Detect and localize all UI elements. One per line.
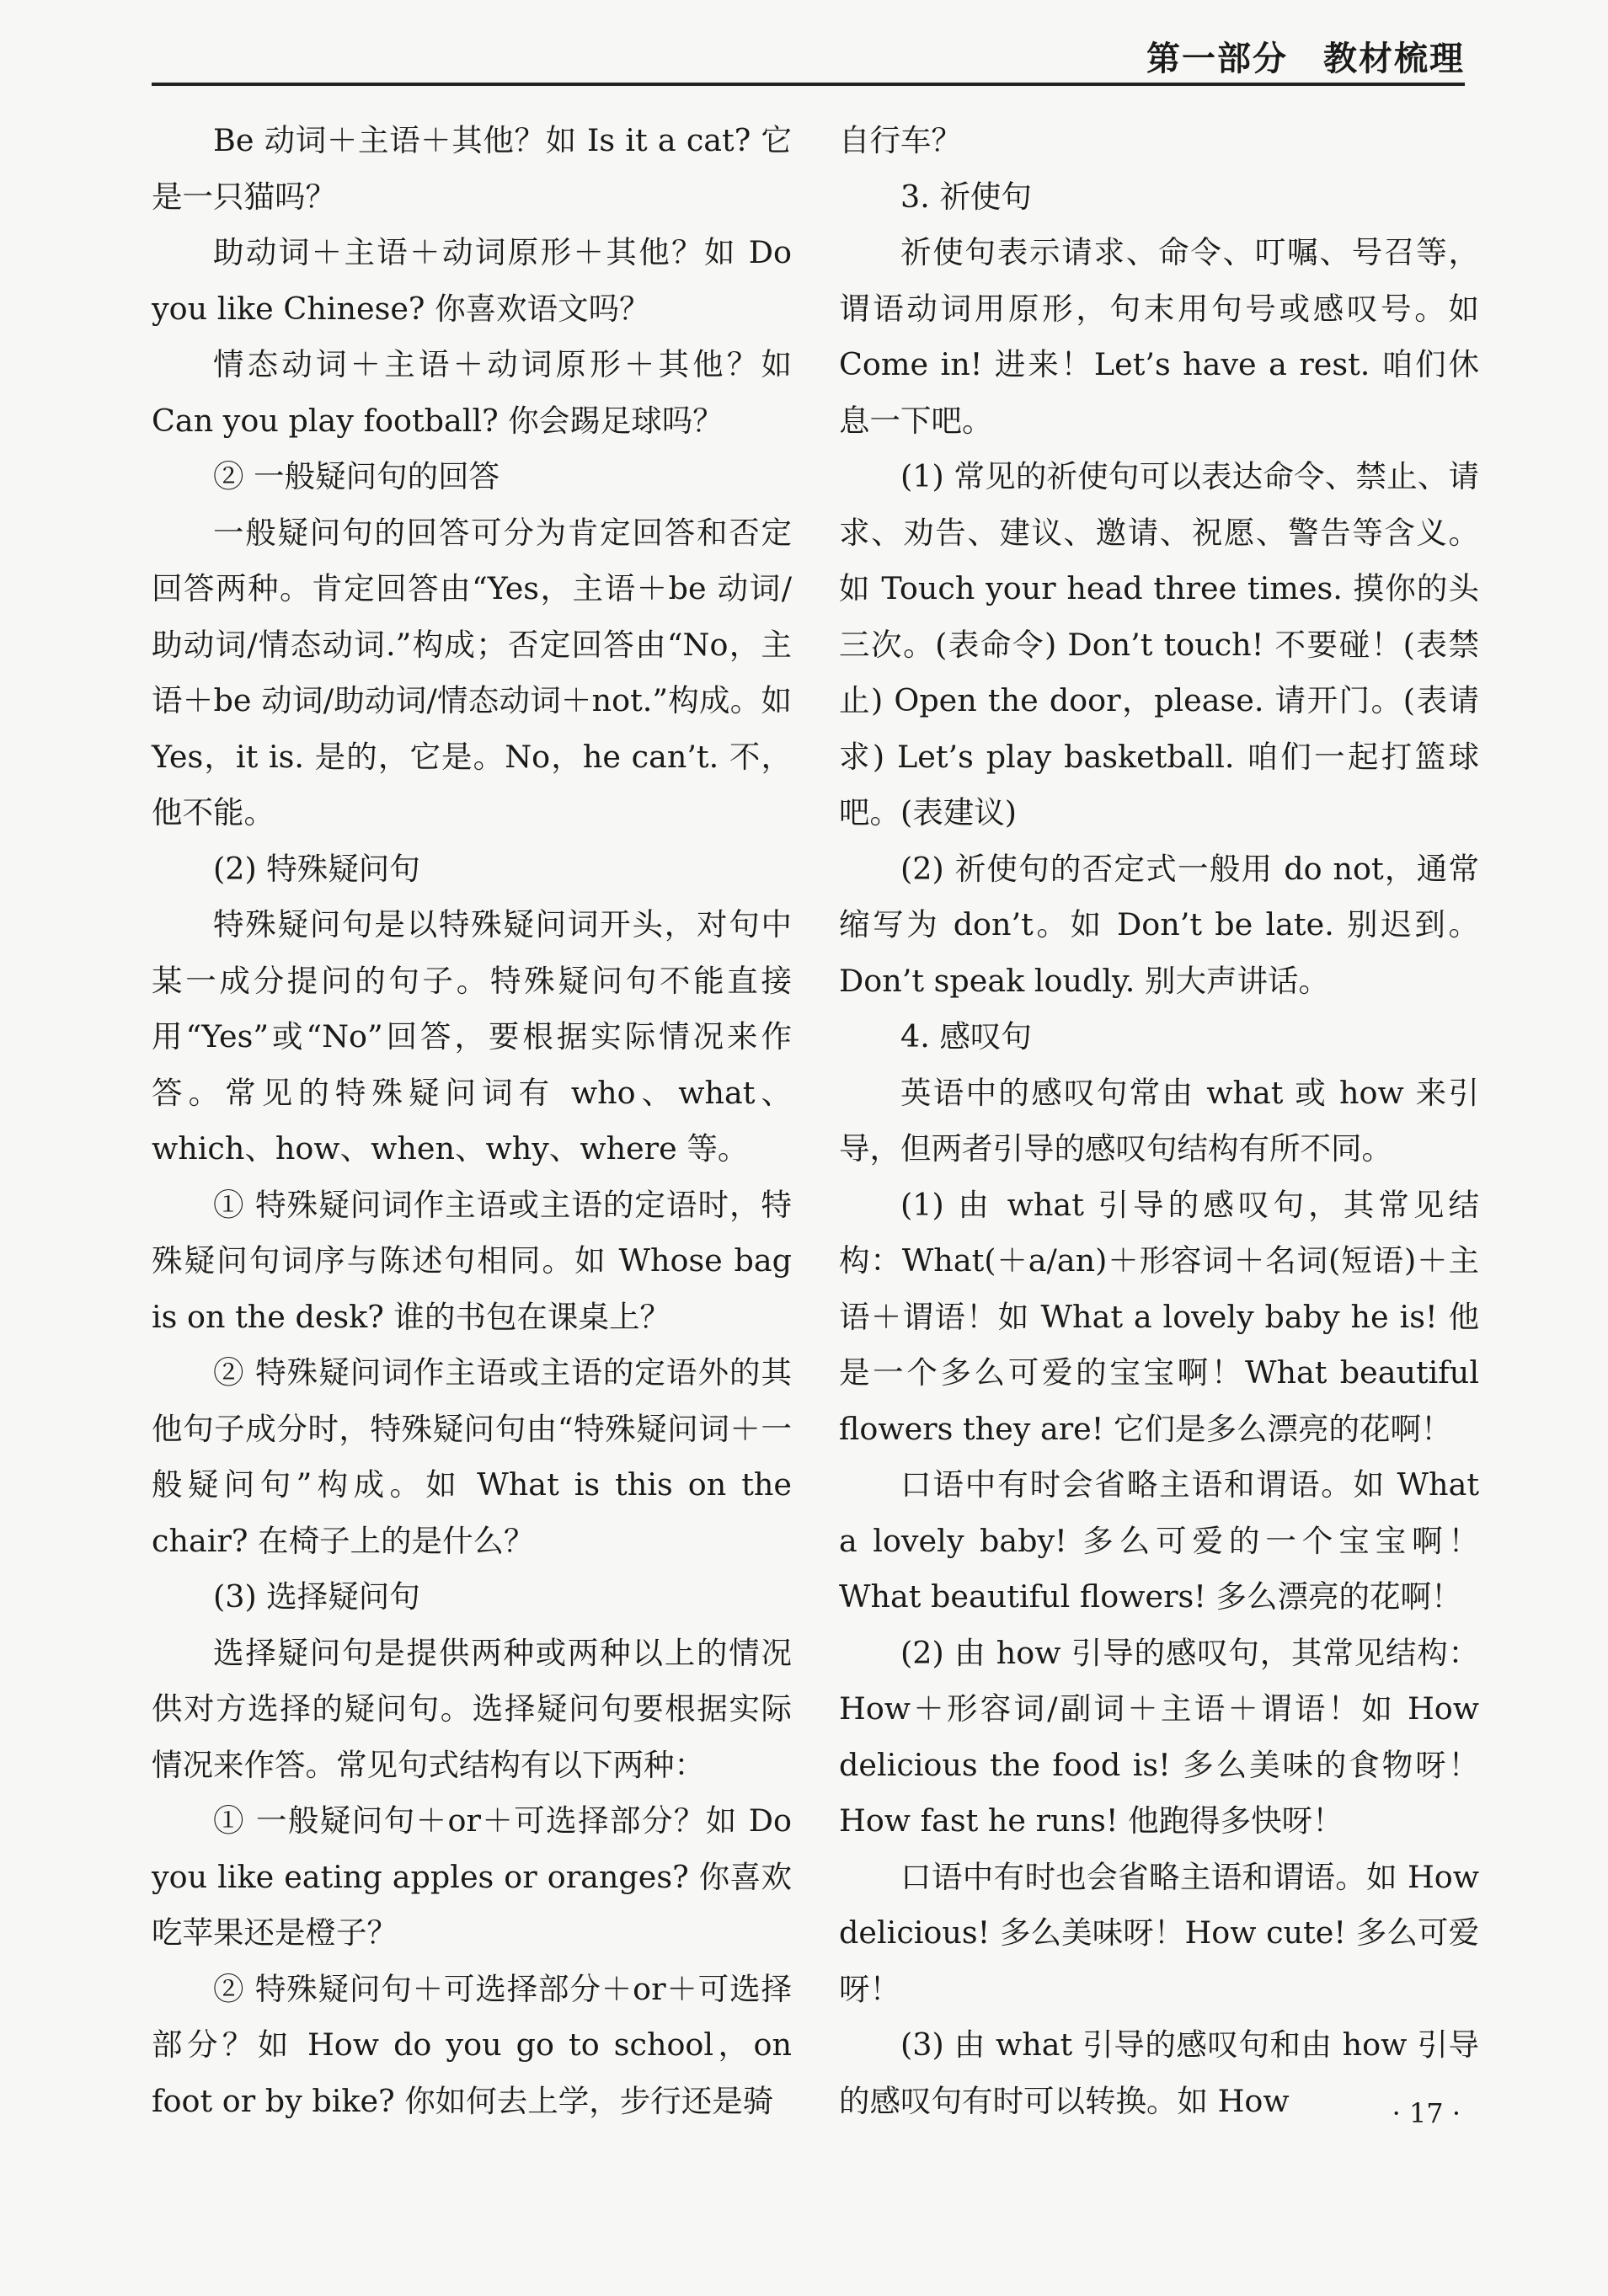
paragraph: (1) 由 what 引导的感叹句，其常见结构：What(＋a/an)＋形容词＋名词(短语)＋主语＋谓语！如 What a lovely baby he is! 他是一个多么可爱的宝宝啊！What beautiful flowers they are! 它们是多么漂亮的花啊！ bbox=[839, 1186, 1479, 1447]
paragraph: (2) 特殊疑问句 bbox=[213, 850, 420, 887]
paragraph: 一般疑问句的回答可分为肯定回答和否定回答两种。肯定回答由“Yes，主语＋be 动词/助动词/情态动词.”构成；否定回答由“No，主语＋be 动词/助动词/情态动词＋not.”构成。如 Yes，it is. 是的，它是。No，he can’t. 不，他不能。 bbox=[152, 514, 792, 830]
paragraph: 助动词＋主语＋动词原形＋其他？如 Do you like Chinese? 你喜欢语文吗？ bbox=[152, 234, 792, 327]
paragraph: ① 特殊疑问词作主语或主语的定语时，特殊疑问句词序与陈述句相同。如 Whose bag is on the desk? 谁的书包在课桌上？ bbox=[152, 1186, 792, 1335]
paragraph: ② 特殊疑问句＋可选择部分＋or＋可选择部分？如 How do you go to school，on foot or by bike? 你如何去上学，步行还是骑 bbox=[152, 1970, 792, 2119]
paragraph: (2) 由 how 引导的感叹句，其常见结构：How＋形容词/副词＋主语＋谓语！如 How delicious the food is! 多么美味的食物呀！How fast he runs! 他跑得多快呀！ bbox=[839, 1634, 1479, 1839]
paragraph: ① 一般疑问句＋or＋可选择部分？如 Do you like eating apples or oranges? 你喜欢吃苹果还是橙子？ bbox=[152, 1802, 792, 1951]
paragraph: (2) 祈使句的否定式一般用 do not，通常缩写为 don’t。如 Don’t be late. 别迟到。Don’t speak loudly. 别大声讲话。 bbox=[839, 850, 1479, 999]
paragraph: 特殊疑问句是以特殊疑问词开头，对句中某一成分提问的句子。特殊疑问句不能直接用“Yes”或“No”回答，要根据实际情况来作答。常见的特殊疑问词有 who、what、which、how、when、why、where 等。 bbox=[152, 906, 792, 1167]
paragraph: ② 特殊疑问词作主语或主语的定语外的其他句子成分时，特殊疑问句由“特殊疑问词＋一般疑问句”构成。如 What is this on the chair? 在椅子上的是什么？ bbox=[152, 1354, 792, 1559]
paragraph: Be 动词＋主语＋其他？如 Is it a cat? 它是一只猫吗？ bbox=[152, 122, 792, 215]
paragraph: 情态动词＋主语＋动词原形＋其他？如 Can you play football? 你会踢足球吗？ bbox=[152, 346, 792, 439]
paragraph: (1) 常见的祈使句可以表达命令、禁止、请求、劝告、建议、邀请、祝愿、警告等含义。如 Touch your head three times. 摸你的头三次。(表命令) Don’t touch! 不要碰！(表禁止) Open the door，please. 请开门。(表请求) Let’s play basketball. 咱们一起打篮球吧。(表建议) bbox=[839, 458, 1479, 830]
paragraph: 3. 祈使句 bbox=[900, 178, 1032, 215]
paragraph: 选择疑问句是提供两种或两种以上的情况供对方选择的疑问句。选择疑问句要根据实际情况来作答。常见句式结构有以下两种： bbox=[152, 1634, 792, 1783]
paragraph: 4. 感叹句 bbox=[900, 1018, 1032, 1055]
paragraph: 祈使句表示请求、命令、叮嘱、号召等，谓语动词用原形，句末用句号或感叹号。如 Come in! 进来！Let’s have a rest. 咱们休息一下吧。 bbox=[839, 234, 1479, 439]
paragraph: 自行车？ bbox=[839, 122, 962, 158]
left-column bbox=[152, 113, 792, 2129]
paragraph: 口语中有时会省略主语和谓语。如 What a lovely baby! 多么可爱的一个宝宝啊！What beautiful flowers! 多么漂亮的花啊！ bbox=[839, 1466, 1479, 1615]
paragraph: ② 一般疑问句的回答 bbox=[213, 458, 500, 494]
right-column bbox=[839, 113, 1479, 2129]
paragraph: (3) 选择疑问句 bbox=[213, 1578, 420, 1615]
page-number: · 17 · bbox=[1392, 2097, 1461, 2129]
paragraph: 口语中有时也会省略主语和谓语。如 How delicious! 多么美味呀！How cute! 多么可爱呀！ bbox=[839, 1858, 1479, 2007]
paragraph: 英语中的感叹句常由 what 或 how 来引导，但两者引导的感叹句结构有所不同。 bbox=[839, 1074, 1479, 1167]
paragraph: (3) 由 what 引导的感叹句和由 how 引导的感叹句有时可以转换。如 How bbox=[839, 2026, 1479, 2119]
section-header-title: 第一部分 教材梳理 bbox=[1146, 40, 1465, 78]
header-rule bbox=[152, 83, 1465, 86]
